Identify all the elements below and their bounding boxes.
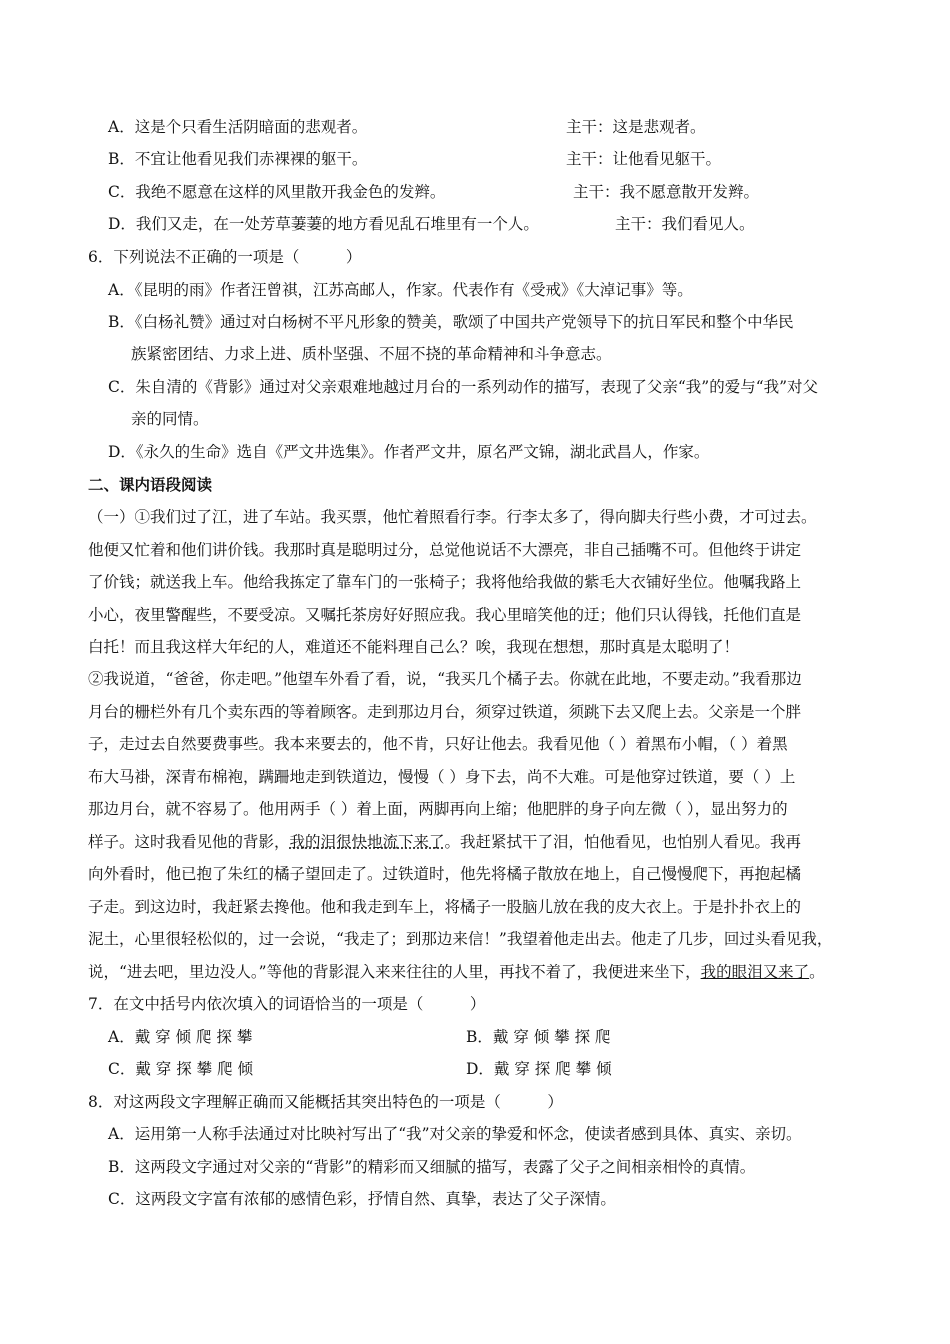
passage-p2-line: ②我说道，“爸爸，你走吧。”他望车外看了看，说，“我买几个橘子去。你就在此地，不要走动。”我看那边 [88,670,802,688]
q7-option-c: C．戴 穿 探 攀 爬 倾 [108,1060,253,1078]
q5-option-b-main: 主干：让他看见躯干。 [566,150,722,168]
passage-p2-line: 子，走过去自然要费事些。我本来要去的，他不肯，只好让他去。我看见他（ ）着黑布小帽，（ ）着黑 [88,735,788,753]
passage-p1-line: （一）①我们过了江，进了车站。我买票，他忙着照看行李。行李太多了，得向脚夫行些小费，才可过去。 [88,508,817,526]
q5-option-c: C．我绝不愿意在这样的风里散开我金色的发辫。 [108,183,446,201]
passage-p2-line: 泥土，心里很轻松似的，过一会说，“我走了；到那边来信！”我望着他走出去。他走了几步，回过头看见我， [88,930,833,948]
passage-p2-line: 那边月台，就不容易了。他用两手（ ）着上面，两脚再向上缩；他肥胖的身子向左微（ ），显出努力的 [88,800,788,818]
q6-option-d: D．《永久的生命》选自《严文井选集》。作者严文井，原名严文锦，湖北武昌人，作家。 [108,443,710,461]
q6-option-a: A．《昆明的雨》作者汪曾祺，江苏高邮人，作家。代表作有《受戒》《大淖记事》等。 [108,281,693,299]
passage-p1-line: 小心，夜里警醒些，不要受凉。又嘱托茶房好好照应我。我心里暗笑他的迂；他们只认得钱，托他们直是 [88,606,802,624]
q6-stem: 6．下列说法不正确的一项是（ ） [88,248,362,266]
q5-option-c-main: 主干：我不愿意散开发辫。 [573,183,760,201]
q8-option-b: B．这两段文字通过对父亲的“背影”的精彩而又细腻的描写，表露了父子之间相亲相怜的真情。 [108,1158,756,1176]
q8-option-c: C．这两段文字富有浓郁的感情色彩，抒情自然、真挚，表达了父子深情。 [108,1190,616,1208]
passage-p2-line: 布大马褂，深青布棉袍，蹒跚地走到铁道边，慢慢（ ）身下去，尚不大难。可是他穿过铁道，要（ ）上 [88,768,796,786]
q6-option-c-cont: 亲的同情。 [131,410,209,428]
passage-p2-line: 子走。到这边时，我赶紧去搀他。他和我走到车上，将橘子一股脑儿放在我的皮大衣上。于是扑扑衣上的 [88,898,802,916]
q8-stem: 8．对这两段文字理解正确而又能概括其突出特色的一项是（ ） [88,1093,563,1111]
passage-p2-line [88,831,801,853]
section-title: 二、课内语段阅读 [88,476,213,494]
q5-option-d-main: 主干：我们看见人。 [615,215,755,233]
q7-option-b: B．戴 穿 倾 攀 探 爬 [466,1028,611,1046]
underlined-sentence: 我的泪很快地流下来了 [289,833,445,851]
q5-option-d: D．我们又走，在一处芳草萋萋的地方看见乱石堆里有一个人。 [108,215,539,233]
passage-p1-line: 他便又忙着和他们讲价钱。我那时真是聪明过分，总觉他说话不大漂亮，非自己插嘴不可。但他终于讲定 [88,541,802,559]
q7-option-a: A．戴 穿 倾 爬 探 攀 [108,1028,253,1046]
q5-option-b: B．不宜让他看见我们赤裸裸的躯干。 [108,150,368,168]
q6-option-c: C．朱自清的《背影》通过对父亲艰难地越过月台的一系列动作的描写，表现了父亲“我”的爱与“我”对父 [108,378,819,396]
passage-p2-line [88,961,825,983]
passage-text: 说，“进去吧，里边没人。”等他的背影混入来来往往的人里，再找不着了，我便进来坐下， [88,963,701,981]
q7-stem: 7．在文中括号内依次填入的词语恰当的一项是（ ） [88,995,486,1013]
q5-option-a-main: 主干：这是悲观者。 [566,118,706,136]
passage-p1-line: 了价钱；就送我上车。他给我拣定了靠车门的一张椅子；我将他给我做的紫毛大衣铺好坐位。他嘱我路上 [88,573,802,591]
passage-text: 。我赶紧拭干了泪，怕他看见，也怕别人看见。我再 [444,833,802,851]
underlined-sentence: 我的眼泪又来了 [700,963,810,981]
q6-option-b: B．《白杨礼赞》通过对白杨树不平凡形象的赞美，歌颂了中国共产党领导下的抗日军民和整个中华民 [108,313,794,331]
passage-text: 样子。这时我看见他的背影， [88,833,290,851]
passage-p1-line: 白托！而且我这样大年纪的人，难道还不能料理自己么？唉，我现在想想，那时真是太聪明了！ [88,638,740,656]
passage-p2-line: 月台的栅栏外有几个卖东西的等着顾客。走到那边月台，须穿过铁道，须跳下去又爬上去。父亲是一个胖 [88,703,802,721]
q7-option-d: D．戴 穿 探 爬 攀 倾 [466,1060,612,1078]
passage-text: 。 [809,963,825,981]
q8-option-a: A．运用第一人称手法通过对比映衬写出了“我”对父亲的挚爱和怀念，使读者感到具体、真实、亲切。 [108,1125,802,1143]
passage-p2-line: 向外看时，他已抱了朱红的橘子望回走了。过铁道时，他先将橘子散放在地上，自己慢慢爬下，再抱起橘 [88,865,802,883]
q6-option-b-cont: 族紧密团结、力求上进、质朴坚强、不屈不挠的革命精神和斗争意志。 [131,345,612,363]
q5-option-a: A．这是个只看生活阴暗面的悲观者。 [108,118,368,136]
